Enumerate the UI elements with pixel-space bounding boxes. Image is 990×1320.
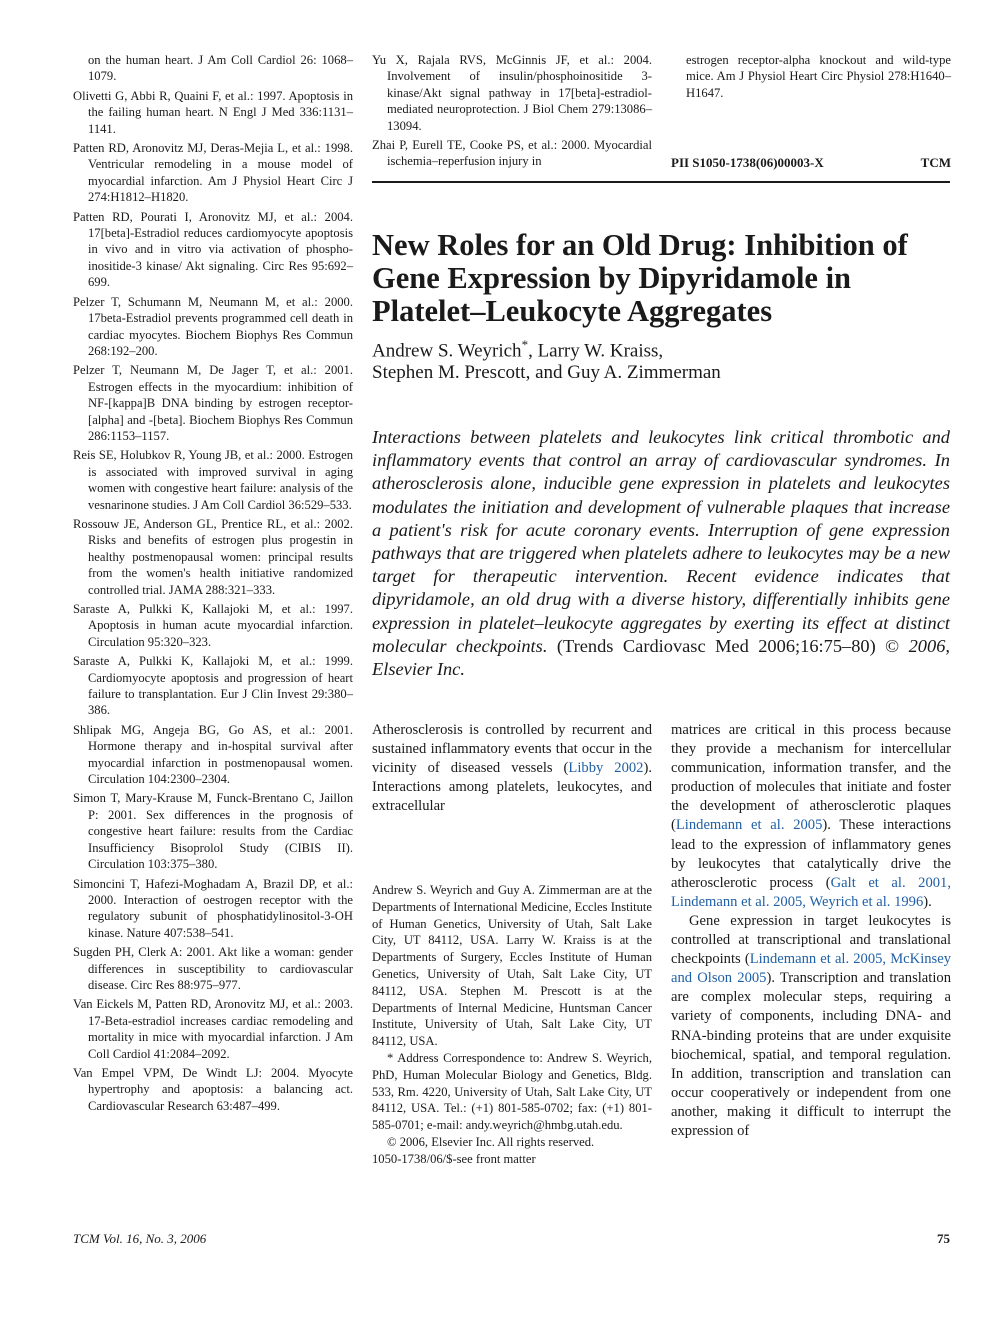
reference-item: Saraste A, Pulkki K, Kallajoki M, et al.: 1999. Cardiomyocyte apoptosis and progression of heart failure to transplantation. Eur J Clin Invest 29:380–386. <box>73 654 353 718</box>
reference-item: Van Eickels M, Patten RD, Aronovitz MJ, et al.: 2003. 17-Beta-estradiol increases cardiac remodeling and mortality in mice with myocardial infarction. J Am Coll Cardiol 41:2084–2092. <box>73 997 353 1061</box>
reference-item: Simon T, Mary-Krause M, Funck-Brentano C, Jaillon P: 2001. Sex differences in the prognosis of congestive heart failure: results from the Cardiac Insufficiency Bisoprolol Study (CIBIS II). Circulation 103:375–380. <box>73 791 353 872</box>
author-list <box>372 334 952 384</box>
correspondence-text: * Address Correspondence to: Andrew S. Weyrich, PhD, Human Molecular Biology and Genetics, Bldg. 533, Rm. 4220, University of Utah, Salt Lake City, UT 84112, USA. Tel.: (+1) 801-585-0702; fax: (+1) 801-585-0701; e-mail: andy.weyrich@hmbg.utah.edu. <box>372 1050 652 1133</box>
reference-item: Van Empel VPM, De Windt LJ: 2004. Myocyte hypertrophy and apoptosis: a balancing act. Cardiovascular Research 63:487–499. <box>73 1065 353 1113</box>
reference-item: Patten RD, Pourati I, Aronovitz MJ, et al.: 2004. 17[beta]-Estradiol reduces cardiomyocyte apoptosis in vivo and in vitro via activation of phospho-inositide-3 kinase/ Akt signaling. Circ Res 95:692–699. <box>73 209 353 290</box>
pii-code: PII S1050-1738(06)00003-X <box>671 155 824 170</box>
body-paragraph <box>372 721 652 816</box>
journal-tag: TCM <box>920 155 951 170</box>
reference-list-right <box>671 52 951 104</box>
body-column-middle <box>372 721 652 816</box>
reference-item: Pelzer T, Schumann M, Neumann M, et al.: 2000. 17beta-Estradiol prevents programmed cell death in cardiac myocytes. Biochem Biophys Res Commun 268:192–200. <box>73 294 353 358</box>
author-name: , Larry W. Kraiss, <box>528 340 664 362</box>
body-text: Gene expression in target leukocytes is controlled at transcriptional and translational checkpoints ( <box>671 912 951 968</box>
body-paragraph <box>671 721 951 912</box>
author-name: Andrew S. Weyrich <box>372 340 522 362</box>
body-text: matrices are critical in this process because they provide a mechanism for intercellular communication, information transfer, and the production of molecules that initiate and foster the development of atherosclerotic plaques ( <box>671 722 951 834</box>
copyright-notice: © 2006, Elsevier Inc. All rights reserved. <box>387 1134 595 1149</box>
reference-item: Shlipak MG, Angeja BG, Go AS, et al.: 2001. Hormone therapy and in-hospital survival after myocardial infarction in postmenopausal women. Circulation 104:2300–2304. <box>73 722 353 787</box>
reference-item: Reis SE, Holubkov R, Young JB, et al.: 2000. Estrogen is associated with improved survival in aging women with congestive heart failure: analysis of the vesnarinone studies. J Am Coll Cardiol 36:529–533. <box>73 448 353 512</box>
citation-link[interactable]: Galt et al. 2001, Lindemann et al. 2005, Weyrich et al. 1996 <box>671 874 951 910</box>
author-name: Stephen M. Prescott, and Guy A. Zimmerman <box>372 362 721 384</box>
reference-item: Patten RD, Aronovitz MJ, Deras-Mejia L, et al.: 1998. Ventricular remodeling in a mouse model of myocardial infarction. Am J Physiol Heart Circ J 274:H1812–H1820. <box>73 141 353 205</box>
reference-item: Zhai P, Eurell TE, Cooke PS, et al.: 2000. Myocardial ischemia–reperfusion injury in <box>372 138 652 169</box>
reference-item: Simoncini T, Hafezi-Moghadam A, Brazil DP, et al.: 2000. Interaction of oestrogen receptor with the regulatory subunit of phosphatidylinositol-3-OH kinase. Nature 407:538–541. <box>73 876 353 940</box>
citation-link[interactable]: Lindemann et al. 2005, McKinsey and Olson 2005 <box>671 951 952 987</box>
abstract-copyright: 2006, Elsevier Inc. <box>372 635 950 680</box>
reference-item: Sugden PH, Clerk A: 2001. Akt like a woman: gender differences in susceptibility to cardiovascular disease. Circ Res 88:975–977. <box>73 945 353 992</box>
body-text: ). <box>923 893 932 910</box>
body-text: Atherosclerosis is controlled by recurrent and sustained inflammatory events that occur in the vicinity of diseased vessels ( <box>372 722 652 777</box>
reference-item: Pelzer T, Neumann M, De Jager T, et al.: 2001. Estrogen effects in the myocardium: inhibition of NF-[kappa]B DNA binding by estrogen receptor-[alpha] and -[beta]. Biochem Biophys Res Commun 286:1153–1157. <box>73 363 353 443</box>
citation-link[interactable]: Lindemann et al. 2005 <box>675 817 823 834</box>
abstract <box>372 426 950 681</box>
body-text: ). Interactions among platelets, leukocytes, and extracellular <box>372 760 652 815</box>
body-text: ). These interactions lead to the expression of inflammatory genes by leukocytes that catalytically drive the atherosclerotic process ( <box>671 817 951 891</box>
reference-item: on the human heart. J Am Coll Cardiol 26: 1068–1079. <box>88 53 353 84</box>
abstract-text: Interactions between platelets and leukocytes link critical thrombotic and inflammatory events that control an array of cardiovascular syndromes. In atherosclerosis alone, inducible gene expression in platelets and leukocytes modulates the initiation and development of vulnerable plaques that increase a patient's risk for acute coronary events. Interruption of gene expression pathways that are triggered when platelets adhere to leukocytes may be a new target for therapeutic intervention. Recent evidence indicates that dipyridamole, an old drug with a diverse history, differentially inhibits gene expression in platelet–leukocyte aggregates by exerting its effect at distinct molecular checkpoints. <box>372 427 950 656</box>
affiliation-text: Andrew S. Weyrich and Guy A. Zimmerman are at the Departments of International Medicine, Eccles Institute of Human Genetics, University of Utah, Salt Lake City, UT 84112, USA. Larry W. Kraiss is at the Departments of Surgery, Eccles Institute of Human Genetics, University of Utah, Salt Lake City, UT 84112, USA. Stephen M. Prescott is at the Departments of Internal Medicine, Huntsman Cancer Institute, University of Utah, Salt Lake City, UT 84112, USA. <box>372 883 652 1049</box>
reference-item: Saraste A, Pulkki K, Kallajoki M, et al.: 1997. Apoptosis in human acute myocardial infarction. Circulation 95:320–323. <box>73 602 353 649</box>
reference-item: Yu X, Rajala RVS, McGinnis JF, et al.: 2004. Involvement of insulin/phosphoinositide 3-kinase/Akt signal pathway in 17[beta]-estradiol-mediated neuroprotection. J Biol Chem 279:13086–13094. <box>372 53 652 133</box>
reference-item: estrogen receptor-alpha knockout and wild-type mice. Am J Physiol Heart Circ Physiol 278:H1640–H1647. <box>686 53 951 100</box>
body-paragraph <box>671 912 951 1141</box>
body-text: ). Transcription and translation are complex molecular steps, requiring a variety of components, including DNA- and RNA-binding proteins that are under exquisite biochemical, spatial, and temporal regulation. In addition, transcription and translation can occur cooperatively or independent from one another, making it difficult to interrupt the expression of <box>671 970 951 1139</box>
page-number: 75 <box>937 1231 950 1246</box>
citation-link[interactable]: Libby 2002 <box>568 760 644 777</box>
footer-journal-info: TCM Vol. 16, No. 3, 2006 <box>73 1231 207 1246</box>
reference-list-middle <box>372 52 652 173</box>
abstract-citation: (Trends Cardiovasc Med 2006;16:75–80) © <box>556 635 900 656</box>
reference-item: Rossouw JE, Anderson GL, Prentice RL, et al.: 2002. Risks and benefits of estrogen plus progestin in healthy postmenopausal women: principal results from the women's health initiative randomized controlled trial. JAMA 288:321–333. <box>73 516 353 597</box>
article-id-line <box>671 155 951 171</box>
body-column-right <box>671 721 951 1141</box>
article-title: New Roles for an Old Drug: Inhibition of Gene Expression by Dipyridamole in Platelet–Leukocyte Aggregates <box>372 228 908 328</box>
reference-list-left <box>73 52 353 1117</box>
reference-item: Olivetti G, Abbi R, Quaini F, et al.: 1997. Apoptosis in the failing human heart. N Engl J Med 336:1131–1141. <box>73 88 353 136</box>
author-affiliations <box>372 882 652 1168</box>
header-rule <box>372 181 950 183</box>
issn-notice: 1050-1738/06/$-see front matter <box>372 1151 536 1166</box>
corresponding-author-mark: * <box>521 337 529 352</box>
